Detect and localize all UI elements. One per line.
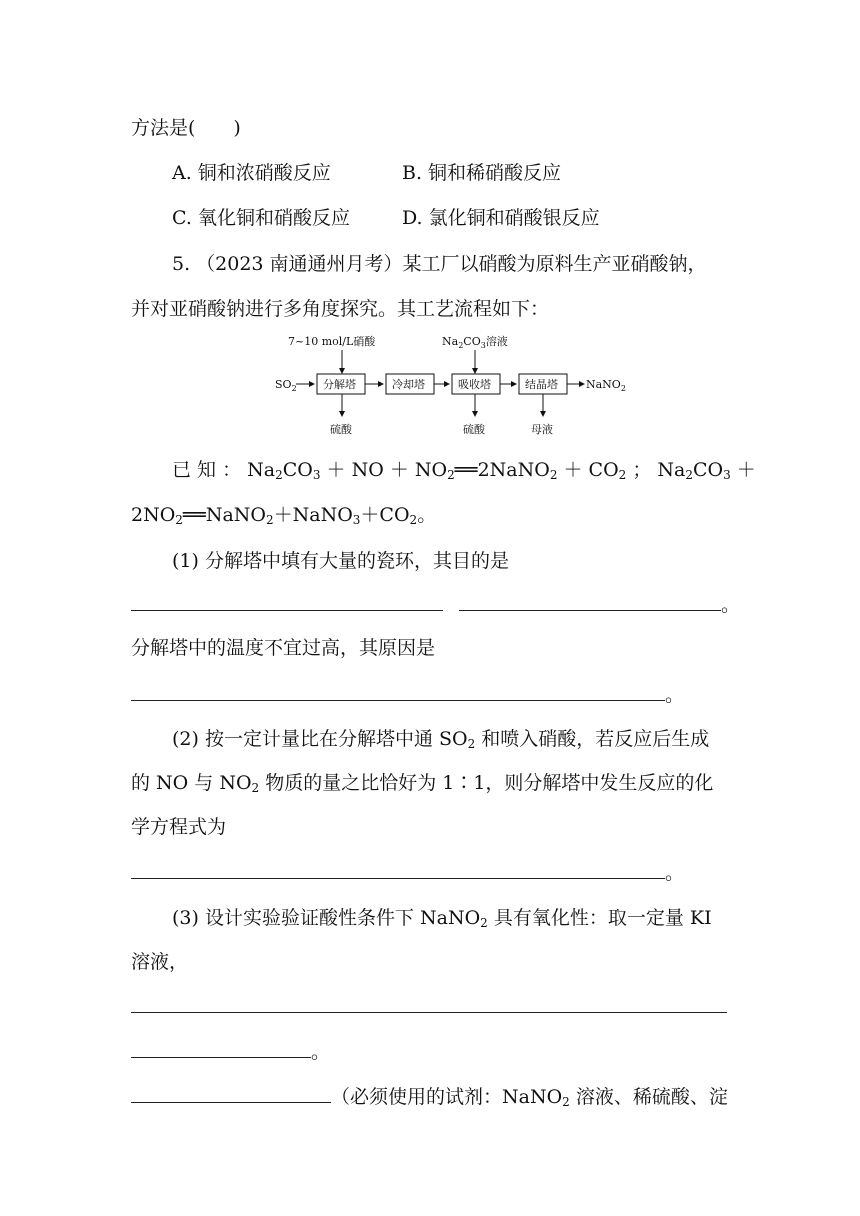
answer-blank-3a[interactable] — [131, 994, 727, 1013]
answer-blank-3b[interactable] — [131, 1039, 311, 1058]
part-2-answer-line: 。 — [131, 860, 684, 885]
q4-stem-tail: 方法是( ) — [131, 117, 241, 139]
input-so2-label: $SO_2$ — [275, 378, 297, 393]
answer-blank-1b[interactable] — [459, 592, 721, 611]
box-absorption-label: 吸收塔 — [458, 378, 491, 391]
q5-intro-line-2: 并对亚硝酸钠进行多角度探究。其工艺流程如下： — [131, 298, 550, 320]
output-mother-liquor: 母液 — [531, 423, 553, 436]
part-3-answer-line-3: （必须使用的试剂：NaNO$_2$ 溶液、稀硫酸、淀 — [131, 1084, 728, 1109]
input-nitric-acid-label: 7~10 mol/L硝酸 — [288, 335, 376, 348]
part-1-answer-line: 。 — [131, 592, 740, 617]
part-2-line-1: (2) 按一定计量比在分解塔中通 $SO_2$ 和喷入硝酸，若反应后生成 — [172, 728, 710, 751]
q4-option-c[interactable]: C. 氧化铜和硝酸反应 — [172, 207, 350, 229]
known-equation-line-1: 已 知 ： $Na_2CO_3$ ＋ NO ＋ $NO_2══2NaNO_2 + CO_2$ ； $Na_2CO_3$ ＋ — [172, 459, 756, 482]
part-2-line-2: 的 NO 与 $NO_2$ 物质的量之比恰好为 1∶1，则分解塔中发生反应的化 — [131, 772, 714, 795]
part-3-answer-line-2: 。 — [131, 1039, 330, 1064]
output-sulfuric-acid-2: 硫酸 — [463, 423, 485, 436]
part-1-question: (1) 分解塔中填有大量的瓷环，其目的是 — [172, 550, 509, 572]
q4-option-a[interactable]: A. 铜和浓硝酸反应 — [172, 162, 331, 184]
part-2-line-3: 学方程式为 — [131, 816, 227, 838]
box-crystallization-label: 结晶塔 — [525, 378, 558, 391]
q4-option-d[interactable]: D. 氯化铜和硝酸银反应 — [402, 207, 600, 229]
answer-blank-2[interactable] — [131, 860, 665, 879]
part-1-answer-line-2: 。 — [131, 682, 684, 707]
input-sodium-carbonate-label: $Na_2CO_3$溶液 — [442, 335, 508, 350]
output-sulfuric-acid-1: 硫酸 — [330, 423, 352, 436]
part-3-answer-line-1 — [131, 994, 727, 1019]
box-decomposition-label: 分解塔 — [323, 378, 356, 391]
output-nano2-label: NaNO$_2$ — [586, 378, 626, 393]
q5-intro-line-1: 5. （2023 南通通州月考）某工厂以硝酸为原料生产亚硝酸钠， — [172, 253, 707, 275]
q4-option-b[interactable]: B. 铜和稀硝酸反应 — [402, 162, 562, 184]
part-1-question-2: 分解塔中的温度不宜过高，其原因是 — [131, 637, 436, 659]
answer-blank-3c[interactable] — [131, 1084, 331, 1103]
known-equation-line-2: $2NO_2══NaNO_2+NaNO_3+CO_2$。 — [131, 504, 437, 527]
box-cooling-label: 冷却塔 — [392, 378, 425, 391]
part-3-line-2: 溶液， — [131, 951, 189, 973]
answer-blank-1a[interactable] — [131, 592, 443, 611]
part-3-line-1: (3) 设计实验验证酸性条件下 NaNO$_2$ 具有氧化性：取一定量 KI — [172, 907, 712, 930]
process-flow-diagram — [270, 330, 630, 440]
answer-blank-1c[interactable] — [131, 682, 665, 701]
